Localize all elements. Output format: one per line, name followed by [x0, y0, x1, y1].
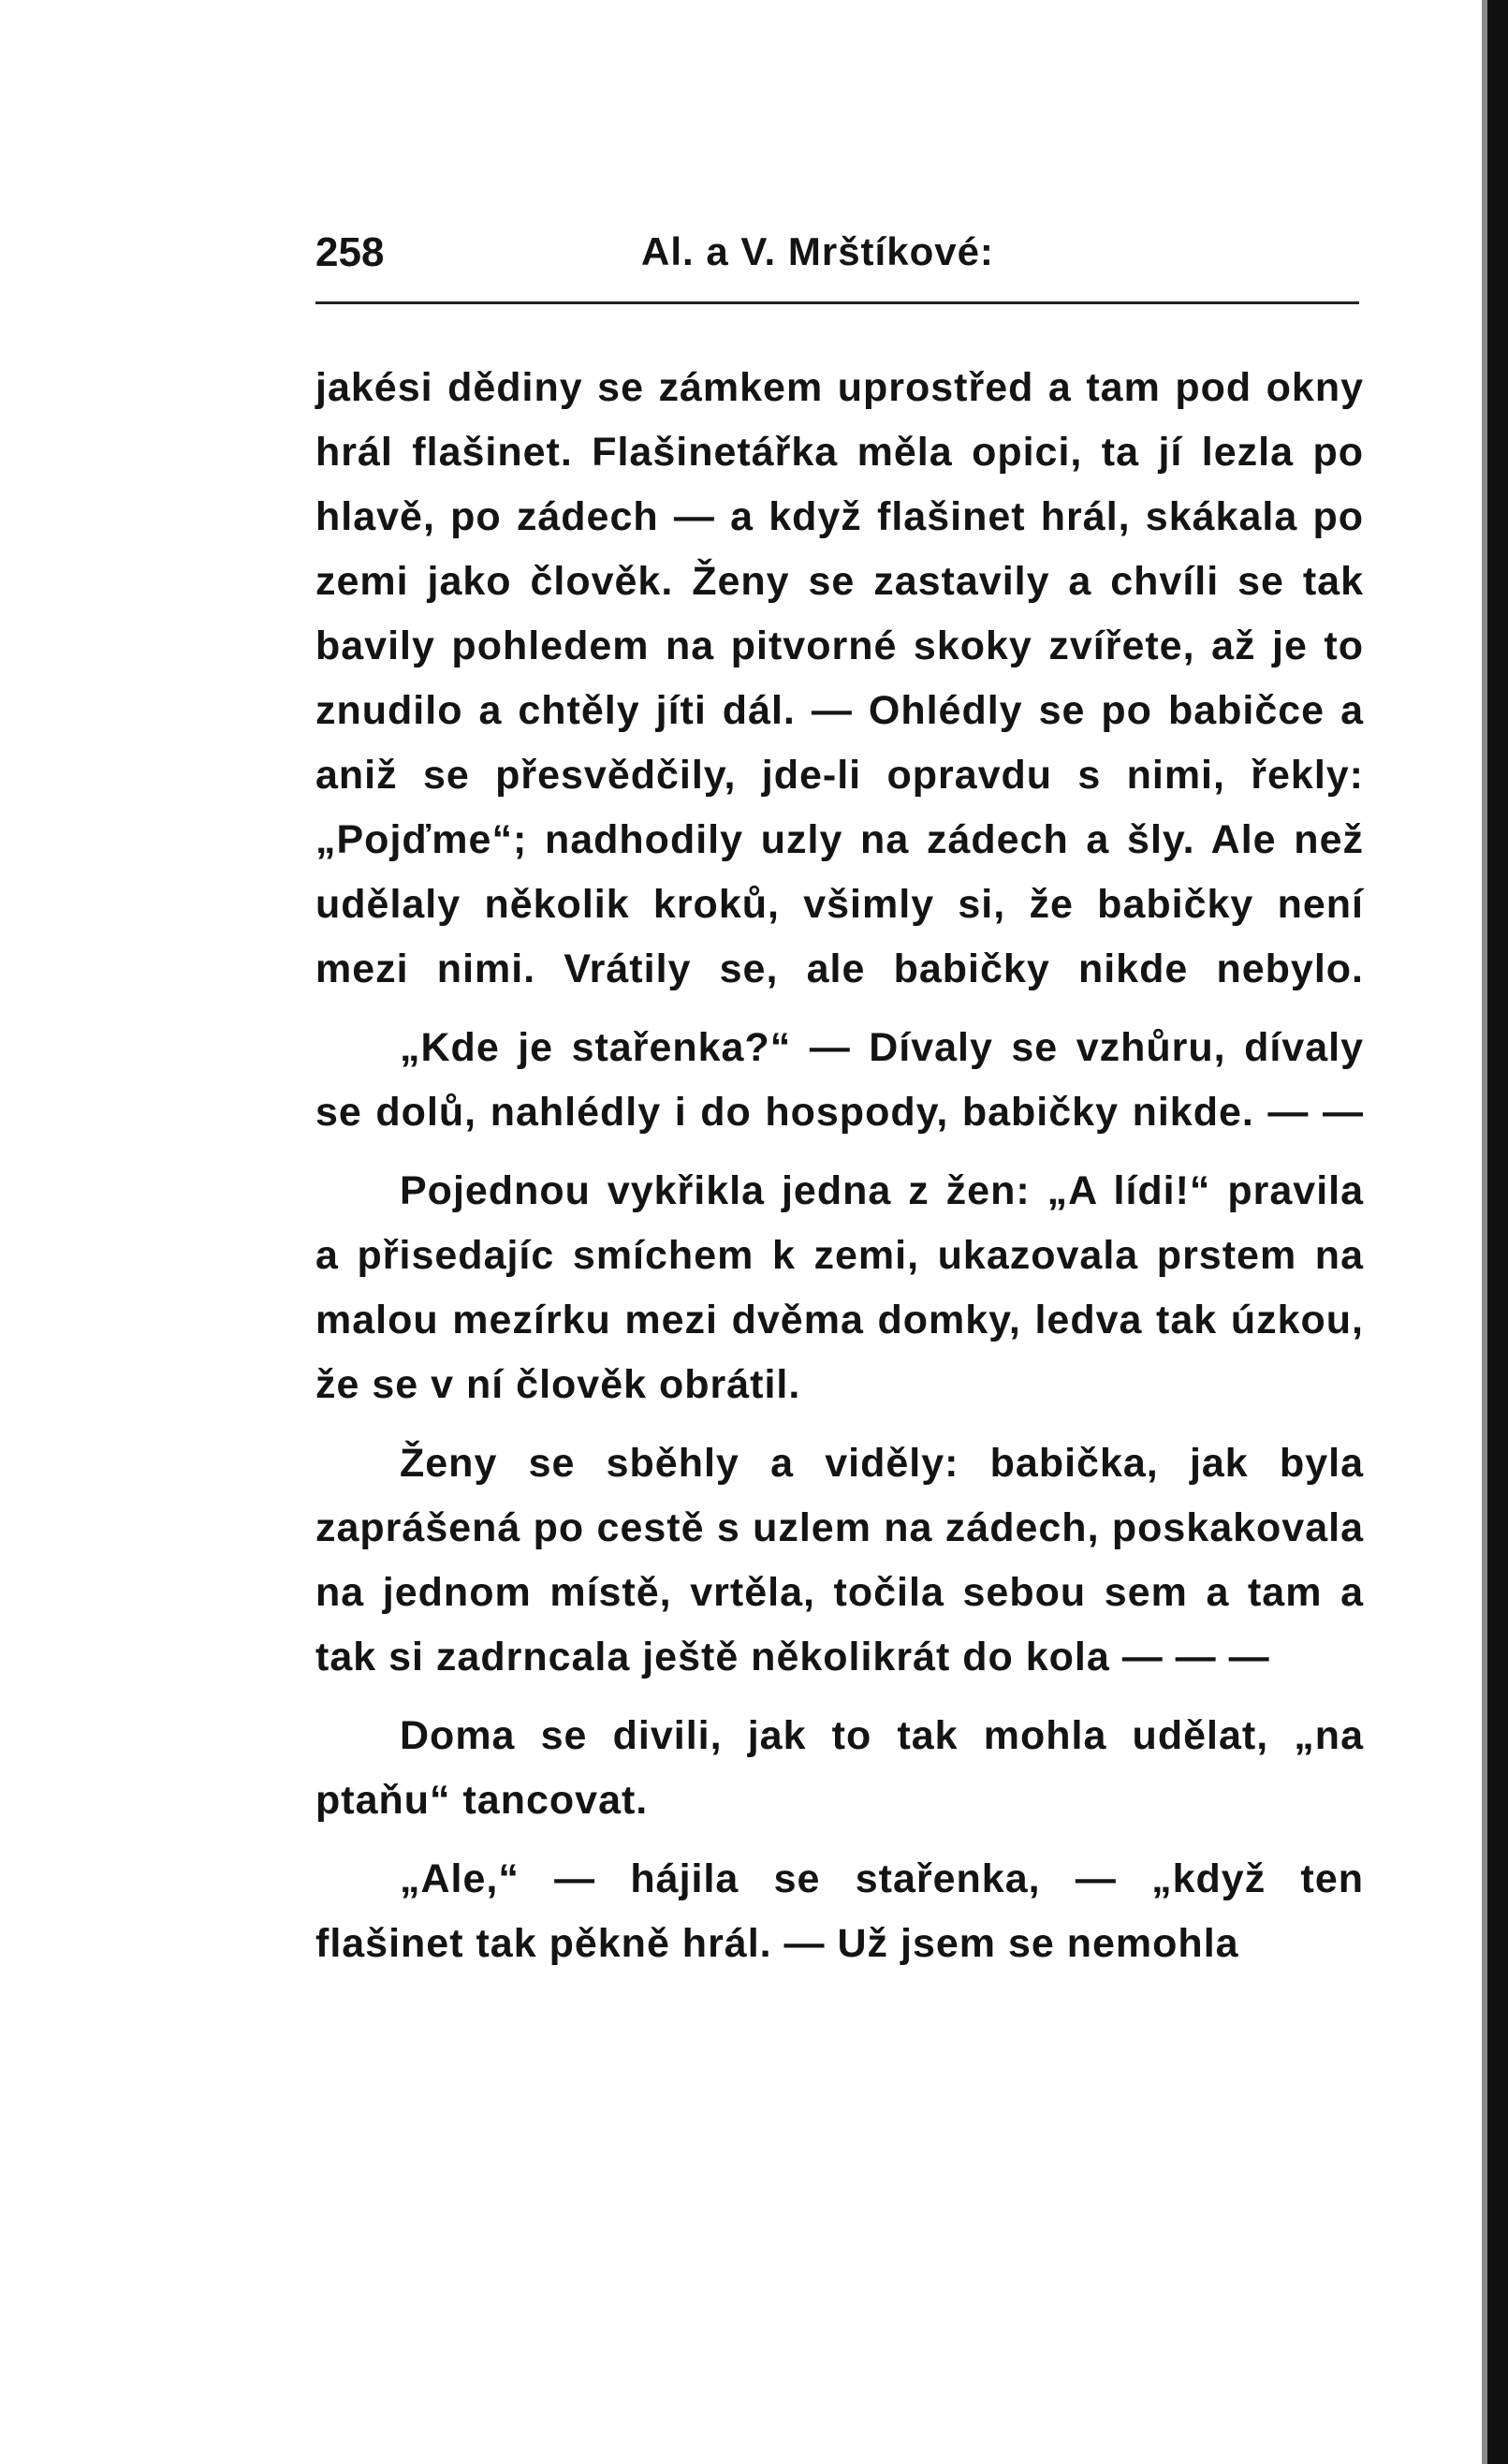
paragraph-2: „Kde je stařenka?“ — Dívaly se vzhůru, dívaly se dolů, nahlédly i do hospody, babičky nikde. — —	[315, 1025, 1364, 1135]
paragraph-5: Doma se divili, jak to tak mohla udělat, „na ptaňu“ tancovat.	[315, 1713, 1364, 1823]
body-text	[315, 356, 1364, 1990]
paragraph-6: „Ale,“ — hájila se stařenka, — „když ten flašinet tak pěkně hrál. — Už jsem se nemohla	[315, 1856, 1364, 1966]
header-rule	[315, 301, 1359, 304]
paragraph-4: Ženy se sběhly a viděly: babička, jak byla zaprášená po cestě s uzlem na zádech, poskakovala na jednom místě, vrtěla, točila sebou sem a tam a tak si zadrncala ještě několikrát do kola — — —	[315, 1441, 1364, 1679]
page-edge	[1487, 0, 1508, 2464]
running-title: Al. a V. Mrštíkové:	[641, 229, 994, 273]
paragraph-3: Pojednou vykřikla jedna z žen: „A lídi!“ pravila a přisedajíc smíchem k zemi, ukazovala prstem na malou mezírku mezi dvěma domky, ledva tak úzkou, že se v ní člověk obrátil.	[315, 1168, 1364, 1407]
paragraph-1: jakési dědiny se zámkem uprostřed a tam pod okny hrál flašinet. Flašinetářka měla opici, ta jí lezla po hlavě, po zádech — a když flašinet hrál, skákala po zemi jako člověk. Ženy se zastavily a chvíli se tak bavily pohledem na pitvorné skoky zvířete, až je to znudilo a chtěly jíti dál. — Ohlédly se po babičce a aniž se přesvědčily, jde-li opravdu s nimi, řekly: „Pojďme“; nadhodily uzly na zádech a šly. Ale než udělaly několik kroků, všimly si, že babičky není mezi nimi. Vrátily se, ale babičky nikde nebylo.	[315, 365, 1364, 991]
page-header	[315, 229, 1359, 286]
page-number: 258	[315, 229, 385, 275]
